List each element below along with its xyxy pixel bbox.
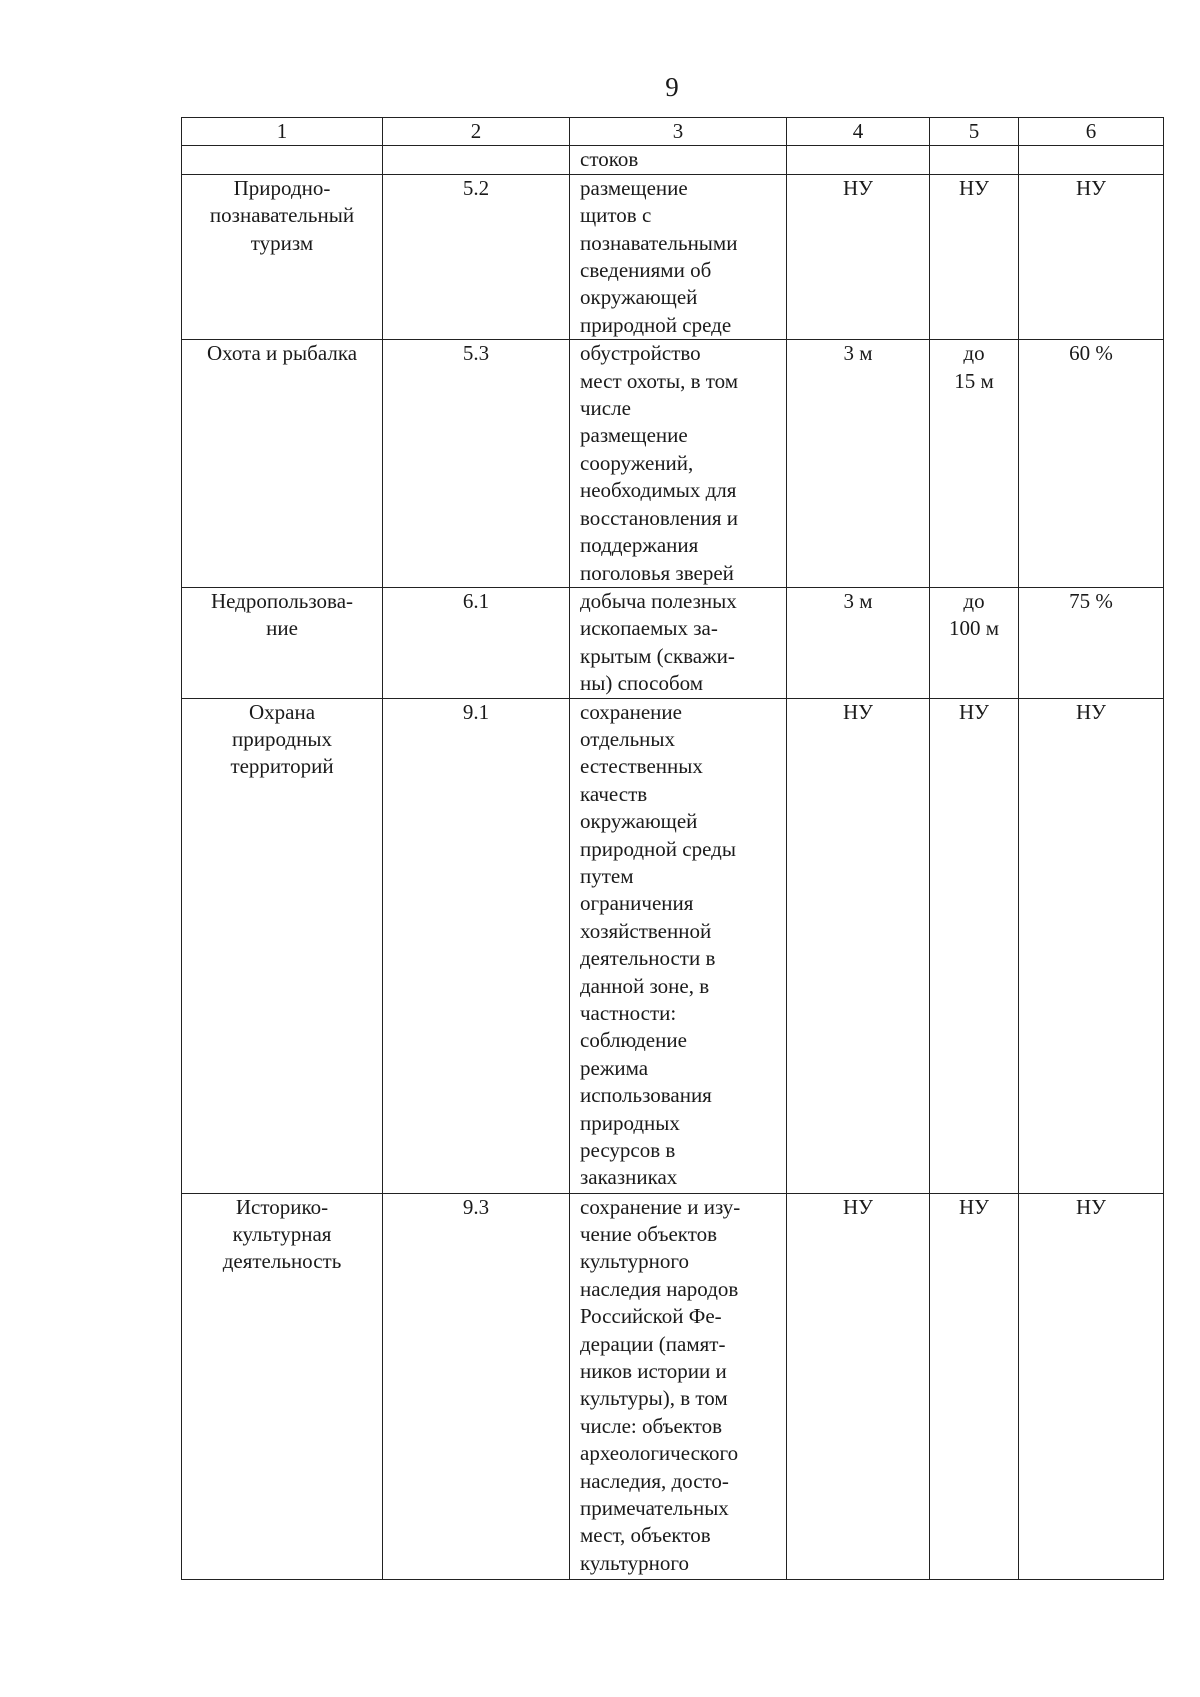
text-line: естественных — [580, 754, 703, 779]
code-cell: 9.3 — [383, 1193, 570, 1579]
text-line: качеств — [580, 781, 648, 806]
use-type-cell — [182, 340, 383, 588]
description-cell — [570, 1193, 787, 1579]
text-line: Российской Фе- — [580, 1304, 722, 1329]
use-type-cell — [182, 698, 383, 1193]
text-line: ние — [266, 616, 298, 641]
text-line: до — [963, 588, 985, 613]
text-line: природной среды — [580, 836, 736, 861]
continuation-cell-name — [182, 146, 383, 174]
col6-value-cell: НУ — [1019, 698, 1164, 1193]
text-line: ников истории и — [580, 1358, 727, 1383]
text-line: археологического — [580, 1441, 739, 1466]
column-number-1: 1 — [182, 118, 383, 146]
text-line: числе: объектов — [580, 1413, 723, 1438]
text-line: восстановления и — [580, 505, 738, 530]
text-line: необходимых для — [580, 478, 737, 503]
text-line: отдельных — [580, 726, 676, 751]
text-line: сведениями об — [580, 258, 712, 283]
text-line: Охота и рыбалка — [206, 341, 358, 366]
text-line: НУ — [958, 175, 990, 200]
text-line: наследия народов — [580, 1276, 739, 1301]
description-cell — [570, 340, 787, 588]
text-line: туризм — [250, 230, 314, 255]
text-line: культурного — [580, 1550, 689, 1575]
text-line: режима — [580, 1055, 649, 1080]
col5-value-cell — [930, 1193, 1019, 1579]
table-row — [182, 174, 1164, 339]
column-number-6: 6 — [1019, 118, 1164, 146]
text-line: хозяйственной — [580, 918, 712, 943]
text-line: культуры), в том — [580, 1386, 728, 1411]
use-type-cell — [182, 1193, 383, 1579]
text-line: природных — [232, 726, 332, 751]
text-line: стоков — [580, 147, 639, 172]
text-line: окружающей — [580, 285, 698, 310]
text-line: ископаемых за- — [580, 616, 718, 641]
text-line: Охрана — [248, 699, 316, 724]
continuation-cell-col5 — [930, 146, 1019, 174]
text-line: ны) способом — [580, 671, 704, 696]
text-line: сооружений, — [580, 450, 694, 475]
text-line: данной зоне, в — [580, 973, 710, 998]
col4-value-cell: 3 м — [787, 587, 930, 698]
text-line: познавательными — [580, 230, 738, 255]
col6-value-cell: НУ — [1019, 174, 1164, 339]
text-line: поголовья зверей — [580, 560, 734, 585]
column-number-5: 5 — [930, 118, 1019, 146]
text-line: крытым (скважи- — [580, 643, 735, 668]
col4-value-cell: НУ — [787, 698, 930, 1193]
text-line: примечательных — [580, 1496, 729, 1520]
col5-value-cell — [930, 340, 1019, 588]
table-row — [182, 1193, 1164, 1579]
text-line: мест, объектов — [580, 1523, 711, 1548]
continuation-cell-col6 — [1019, 146, 1164, 174]
use-type-cell — [182, 174, 383, 339]
text-line: природной среде — [580, 312, 732, 337]
column-number-4: 4 — [787, 118, 930, 146]
text-line: ресурсов в — [580, 1138, 676, 1163]
table-header-row — [182, 118, 1164, 146]
text-line: дерации (памят- — [580, 1331, 726, 1356]
column-number-3: 3 — [570, 118, 787, 146]
text-line: мест охоты, в том — [580, 368, 739, 393]
text-line: НУ — [958, 1194, 990, 1219]
text-line: до — [963, 341, 985, 366]
text-line: чение объектов — [580, 1221, 718, 1246]
text-line: Недропользова- — [210, 588, 354, 613]
text-line: числе — [580, 396, 631, 421]
text-line: щитов с — [580, 203, 652, 228]
table-row — [182, 587, 1164, 698]
code-cell: 6.1 — [383, 587, 570, 698]
col6-value-cell: НУ — [1019, 1193, 1164, 1579]
continuation-cell-code — [383, 146, 570, 174]
text-line: сохранение и изу- — [580, 1194, 741, 1219]
text-line: сохранение — [580, 699, 682, 724]
zoning-table — [181, 117, 1164, 1580]
text-line: поддержания — [580, 533, 699, 558]
continuation-cell-col4 — [787, 146, 930, 174]
use-type-cell — [182, 587, 383, 698]
col6-value-cell: 75 % — [1019, 587, 1164, 698]
text-line: деятельность — [222, 1249, 342, 1274]
text-line: добыча полезных — [580, 588, 737, 613]
continuation-row — [182, 146, 1164, 174]
text-line: размещение — [580, 423, 688, 448]
code-cell: 5.3 — [383, 340, 570, 588]
continuation-cell-description — [570, 146, 787, 174]
text-line: Историко- — [235, 1194, 329, 1219]
text-line: природных — [580, 1110, 680, 1135]
text-line: частности: — [580, 1001, 677, 1025]
text-line: Природно- — [233, 175, 331, 200]
code-cell: 9.1 — [383, 698, 570, 1193]
text-line: 15 м — [954, 368, 994, 393]
text-line: соблюдение — [580, 1028, 687, 1053]
text-line: НУ — [958, 699, 990, 724]
text-line: культурного — [580, 1249, 689, 1274]
col4-value-cell: НУ — [787, 174, 930, 339]
col5-value-cell — [930, 174, 1019, 339]
col4-value-cell: НУ — [787, 1193, 930, 1579]
text-line: использования — [580, 1083, 712, 1108]
text-line: деятельности в — [580, 946, 716, 971]
text-line: заказниках — [580, 1165, 678, 1190]
code-cell: 5.2 — [383, 174, 570, 339]
text-line: ограничения — [580, 891, 694, 916]
text-line: наследия, досто- — [580, 1468, 729, 1493]
column-number-2: 2 — [383, 118, 570, 146]
page-number: 9 — [665, 72, 679, 102]
text-line: познавательный — [209, 203, 355, 228]
description-cell — [570, 174, 787, 339]
col6-value-cell: 60 % — [1019, 340, 1164, 588]
text-line: окружающей — [580, 809, 698, 834]
table-row — [182, 698, 1164, 1193]
text-line: обустройство — [580, 341, 701, 366]
description-cell — [570, 698, 787, 1193]
col4-value-cell: 3 м — [787, 340, 930, 588]
col5-value-cell — [930, 698, 1019, 1193]
col5-value-cell — [930, 587, 1019, 698]
text-line: 100 м — [948, 616, 1000, 641]
description-cell — [570, 587, 787, 698]
text-line: культурная — [232, 1221, 332, 1246]
table-row — [182, 340, 1164, 588]
text-line: размещение — [580, 175, 688, 200]
text-line: территорий — [230, 754, 334, 779]
text-line: путем — [580, 863, 634, 888]
